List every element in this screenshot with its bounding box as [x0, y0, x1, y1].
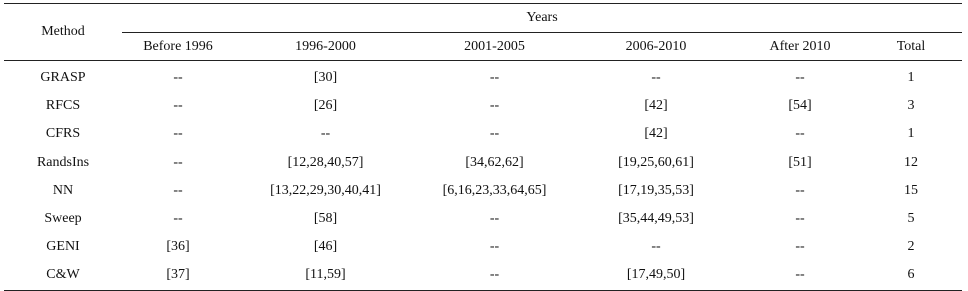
table-cell: [19,25,60,61]	[618, 154, 694, 170]
table-cell: [11,59]	[234, 261, 417, 290]
table-cell: [42]	[644, 126, 668, 142]
column-header-after-2010: After 2010	[740, 33, 860, 61]
total-cell: 6	[860, 261, 962, 290]
table-cell: [6,16,23,33,64,65]	[442, 182, 547, 198]
table-row	[4, 120, 962, 148]
column-header-before-1996: Before 1996	[122, 33, 234, 61]
method-cell: C&W	[4, 261, 122, 290]
table-cell: --	[320, 126, 331, 142]
table-cell: [34,62,62]	[465, 154, 524, 170]
table-cell: --	[651, 70, 661, 86]
table-row	[4, 92, 962, 120]
table-cell: [37]	[122, 261, 234, 290]
column-header-total: Total	[860, 33, 962, 61]
method-cell: Sweep	[44, 211, 82, 227]
table-row	[4, 233, 962, 261]
table-cell: [35,44,49,53]	[618, 211, 694, 227]
method-cell: RandsIns	[36, 154, 90, 170]
table-cell: --	[795, 239, 805, 255]
table-cell: --	[795, 126, 805, 142]
total-cell: 3	[907, 98, 915, 114]
method-cell: GENI	[46, 239, 80, 255]
column-header-2006-2010: 2006-2010	[572, 33, 740, 61]
publication-table-container	[4, 3, 962, 291]
table-cell: --	[489, 70, 500, 86]
method-cell: GRASP	[40, 70, 86, 86]
table-cell: [30]	[313, 70, 338, 86]
method-column-header: Method	[4, 4, 122, 61]
method-cell: NN	[52, 182, 74, 198]
total-cell: 15	[904, 182, 919, 198]
methods-by-years-table	[4, 3, 962, 291]
table-cell: [58]	[313, 211, 338, 227]
table-cell: --	[795, 211, 805, 227]
table-cell: [12,28,40,57]	[287, 154, 364, 170]
table-row	[4, 177, 962, 205]
table-header	[4, 4, 962, 61]
table-cell: [54]	[788, 98, 812, 114]
table-row	[4, 205, 962, 233]
table-cell: --	[173, 182, 183, 198]
table-cell: [26]	[313, 98, 338, 114]
table-cell: --	[651, 239, 661, 255]
table-cell: [36]	[166, 239, 190, 255]
method-cell: RFCS	[45, 98, 81, 114]
years-group-header: Years	[122, 4, 962, 33]
table-cell: --	[417, 261, 572, 290]
table-cell: --	[173, 211, 183, 227]
table-cell: --	[489, 211, 500, 227]
table-cell: [42]	[644, 98, 668, 114]
total-cell: 2	[907, 239, 915, 255]
table-cell: [13,22,29,30,40,41]	[270, 182, 381, 198]
table-row	[4, 61, 962, 93]
table-cell: --	[489, 239, 500, 255]
table-cell: --	[489, 98, 500, 114]
table-cell: --	[173, 154, 183, 170]
total-cell: 12	[904, 154, 919, 170]
method-cell: CFRS	[45, 126, 81, 142]
table-cell: [46]	[313, 239, 338, 255]
table-cell: [17,19,35,53]	[618, 182, 694, 198]
total-cell: 5	[907, 211, 915, 227]
table-cell: [17,49,50]	[572, 261, 740, 290]
table-cell: --	[740, 261, 860, 290]
table-row	[4, 261, 962, 290]
table-cell: --	[173, 98, 183, 114]
table-cell: --	[489, 126, 500, 142]
table-cell: --	[795, 182, 805, 198]
table-cell: [51]	[788, 154, 812, 170]
table-body	[4, 61, 962, 291]
column-header-2001-2005: 2001-2005	[417, 33, 572, 61]
column-header-1996-2000: 1996-2000	[234, 33, 417, 61]
table-cell: --	[795, 70, 805, 86]
table-row	[4, 149, 962, 177]
total-cell: 1	[907, 126, 915, 142]
total-cell: 1	[907, 70, 915, 86]
table-cell: --	[173, 126, 183, 142]
table-cell: --	[173, 70, 183, 86]
